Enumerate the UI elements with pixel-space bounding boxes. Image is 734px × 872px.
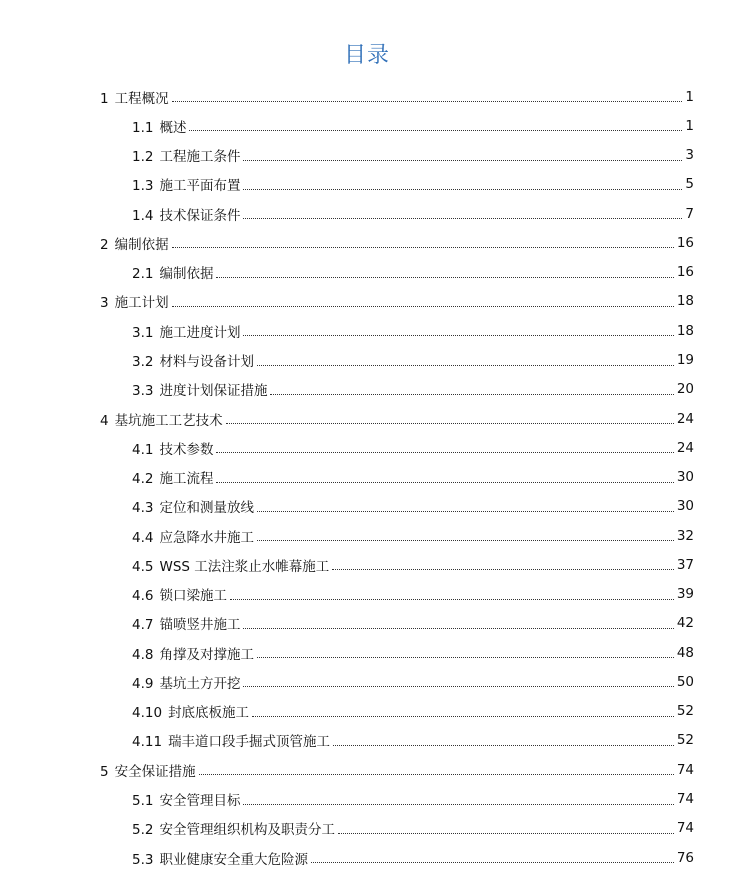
toc-entry[interactable] [0, 228, 734, 257]
toc-entry-page-number: 30 [676, 469, 694, 486]
toc-entry-label: 工程施工条件 [159, 149, 241, 166]
toc-entry[interactable] [0, 550, 734, 579]
toc-entry-label: 基坑施工工艺技术 [114, 412, 223, 429]
toc-entry[interactable] [0, 814, 734, 843]
toc-entry[interactable] [0, 784, 734, 813]
dot-leader [172, 101, 683, 102]
toc-entry-label: 锚喷竖井施工 [159, 617, 241, 634]
toc-entry-title [132, 350, 254, 370]
toc-entry-label: 工程概况 [114, 90, 169, 107]
toc-entry[interactable] [0, 755, 734, 784]
toc-entry-page-number: 52 [676, 703, 694, 720]
toc-entry-page-number: 74 [676, 761, 694, 778]
toc-entry-page-number: 1 [685, 117, 694, 134]
toc-entry-number: 2 [100, 236, 109, 253]
toc-entry[interactable] [0, 433, 734, 462]
dot-leader [226, 423, 674, 424]
toc-entry-label: 角撑及对撑施工 [159, 646, 254, 663]
toc-entry-page-number: 50 [676, 673, 694, 690]
toc-entry-label: 技术参数 [159, 441, 214, 458]
toc-entry-title [132, 818, 335, 838]
dot-leader [172, 247, 674, 248]
toc-entry[interactable] [0, 170, 734, 199]
toc-entry[interactable] [0, 726, 734, 755]
toc-entry-title [132, 789, 240, 809]
toc-entry-title [132, 145, 240, 165]
toc-entry-label: 封底底板施工 [168, 705, 250, 722]
toc-entry-title [132, 321, 240, 341]
toc-entry-title [132, 438, 213, 458]
toc-entry-title [132, 174, 240, 194]
toc-entry-number: 4.8 [132, 646, 154, 663]
toc-entry-label: 施工计划 [114, 295, 169, 312]
toc-entry-page-number: 3 [685, 147, 694, 164]
toc-entry-number: 4.10 [132, 705, 163, 722]
toc-entry-page-number: 76 [676, 849, 694, 866]
toc-entry-label: 编制依据 [114, 236, 169, 253]
toc-entry-page-number: 30 [676, 498, 694, 515]
toc-entry-title [132, 467, 213, 487]
toc-entry[interactable] [0, 667, 734, 696]
toc-entry-number: 5 [100, 763, 109, 780]
dot-leader [333, 745, 674, 746]
toc-entry-page-number: 16 [676, 264, 694, 281]
dot-leader [270, 394, 673, 395]
dot-leader [243, 160, 682, 161]
toc-entry-label: 进度计划保证措施 [159, 383, 268, 400]
toc-entry[interactable] [0, 580, 734, 609]
dot-leader [257, 657, 674, 658]
toc-entry[interactable] [0, 141, 734, 170]
toc-entry-page-number: 1 [685, 88, 694, 105]
toc-entry[interactable] [0, 843, 734, 872]
toc-entry[interactable] [0, 462, 734, 491]
toc-entry[interactable] [0, 697, 734, 726]
dot-leader [243, 335, 673, 336]
toc-entry-title [132, 730, 330, 750]
toc-entry-title [132, 848, 308, 868]
toc-entry-page-number: 52 [676, 732, 694, 749]
toc-entry-number: 3.2 [132, 354, 154, 371]
toc-entry-title [100, 87, 169, 107]
dot-leader [252, 716, 674, 717]
toc-entry-page-number: 7 [685, 205, 694, 222]
toc-entry[interactable] [0, 404, 734, 433]
toc-entry-label: 编制依据 [159, 266, 214, 283]
toc-entry-page-number: 24 [676, 410, 694, 427]
toc-entry-page-number: 18 [676, 293, 694, 310]
dot-leader [216, 482, 673, 483]
toc-entry-number: 4.11 [132, 734, 163, 751]
toc-entry[interactable] [0, 258, 734, 287]
toc-entry-label: 施工平面布置 [159, 178, 241, 195]
toc-entry-number: 5.2 [132, 822, 154, 839]
toc-entry-title [132, 496, 254, 516]
toc-entry[interactable] [0, 609, 734, 638]
toc-entry-page-number: 42 [676, 615, 694, 632]
toc-entry-label: 技术保证条件 [159, 207, 241, 224]
toc-entry-title [100, 409, 223, 429]
toc-entry-title [100, 233, 169, 253]
toc-entry-label: 概述 [159, 119, 187, 136]
toc-entry-number: 3 [100, 295, 109, 312]
dot-leader [243, 189, 682, 190]
toc-entry-page-number: 48 [676, 644, 694, 661]
toc-entry-number: 4.9 [132, 675, 154, 692]
toc-entry[interactable] [0, 316, 734, 345]
dot-leader [199, 774, 674, 775]
toc-entry-label: 材料与设备计划 [159, 354, 254, 371]
toc-entry-title [100, 291, 169, 311]
toc-entry-number: 2.1 [132, 266, 154, 283]
toc-entry-title [132, 526, 254, 546]
toc-entry-page-number: 18 [676, 322, 694, 339]
toc-entry-title [132, 116, 186, 136]
toc-entry-title [132, 701, 249, 721]
toc-entry-label: 施工进度计划 [159, 324, 241, 341]
toc-entry-number: 4.1 [132, 441, 154, 458]
dot-leader [338, 833, 674, 834]
toc-entry-label: WSS 工法注浆止水帷幕施工 [159, 558, 330, 575]
toc-entry-label: 安全管理组织机构及职责分工 [159, 822, 335, 839]
toc-entry-page-number: 5 [685, 176, 694, 193]
toc-entry-page-number: 39 [676, 586, 694, 603]
toc-entry-label: 施工流程 [159, 471, 214, 488]
toc-entry-number: 4.3 [132, 500, 154, 517]
dot-leader [216, 452, 673, 453]
toc-entry-page-number: 24 [676, 439, 694, 456]
dot-leader [311, 862, 674, 863]
toc-entry-title [132, 204, 240, 224]
dot-leader [243, 686, 673, 687]
dot-leader [243, 628, 673, 629]
toc-entry-number: 4.7 [132, 617, 154, 634]
dot-leader [216, 277, 673, 278]
toc-entry-page-number: 74 [676, 820, 694, 837]
dot-leader [243, 804, 673, 805]
toc-entry-label: 职业健康安全重大危险源 [159, 851, 308, 868]
toc-entry-title [132, 379, 267, 399]
toc-entry[interactable] [0, 638, 734, 667]
toc-entry-number: 1.2 [132, 149, 154, 166]
toc-entry-page-number: 16 [676, 234, 694, 251]
toc-entry-number: 4 [100, 412, 109, 429]
toc-entry-label: 瑞丰道口段手掘式顶管施工 [168, 734, 331, 751]
dot-leader [257, 540, 674, 541]
toc-entry-title [132, 584, 227, 604]
table-of-contents [0, 82, 734, 872]
page-title: 目录 [343, 43, 390, 68]
toc-entry-number: 1.1 [132, 119, 154, 136]
toc-entry-label: 基坑土方开挖 [159, 675, 241, 692]
toc-entry-title [132, 643, 254, 663]
dot-leader [172, 306, 674, 307]
toc-entry-number: 3.3 [132, 383, 154, 400]
toc-entry-page-number: 74 [676, 791, 694, 807]
toc-entry-number: 5.3 [132, 851, 154, 868]
dot-leader [257, 365, 674, 366]
toc-entry-number: 1.3 [132, 178, 154, 195]
toc-entry-number: 1 [100, 90, 109, 107]
toc-entry-page-number: 37 [676, 556, 694, 573]
toc-entry-title [132, 613, 240, 633]
toc-entry-page-number: 20 [676, 381, 694, 398]
toc-entry-title [100, 760, 196, 780]
toc-entry[interactable] [0, 521, 734, 550]
toc-entry-title [132, 262, 213, 282]
toc-entry[interactable] [0, 492, 734, 521]
toc-entry-title [132, 555, 329, 575]
toc-entry-label: 安全管理目标 [159, 793, 241, 809]
toc-entry[interactable] [0, 287, 734, 316]
toc-entry-number: 4.4 [132, 529, 154, 546]
dot-leader [230, 599, 674, 600]
toc-entry[interactable] [0, 111, 734, 140]
toc-entry-number: 4.2 [132, 471, 154, 488]
dot-leader [332, 569, 674, 570]
toc-entry-label: 锁口梁施工 [159, 588, 227, 605]
toc-entry-number: 4.5 [132, 558, 154, 575]
dot-leader [243, 218, 682, 219]
toc-entry-number: 4.6 [132, 588, 154, 605]
toc-entry-label: 定位和测量放线 [159, 500, 254, 517]
toc-entry[interactable] [0, 345, 734, 374]
toc-entry[interactable] [0, 199, 734, 228]
toc-entry-page-number: 32 [676, 527, 694, 544]
toc-entry-label: 应急降水井施工 [159, 529, 254, 546]
toc-entry[interactable] [0, 375, 734, 404]
toc-entry-number: 1.4 [132, 207, 154, 224]
toc-entry-title [132, 672, 240, 692]
dot-leader [257, 511, 674, 512]
toc-entry-page-number: 19 [676, 352, 694, 369]
toc-entry-number: 5.1 [132, 793, 154, 809]
toc-entry[interactable] [0, 82, 734, 111]
toc-entry-label: 安全保证措施 [114, 763, 196, 780]
dot-leader [189, 130, 682, 131]
toc-entry-number: 3.1 [132, 324, 154, 341]
